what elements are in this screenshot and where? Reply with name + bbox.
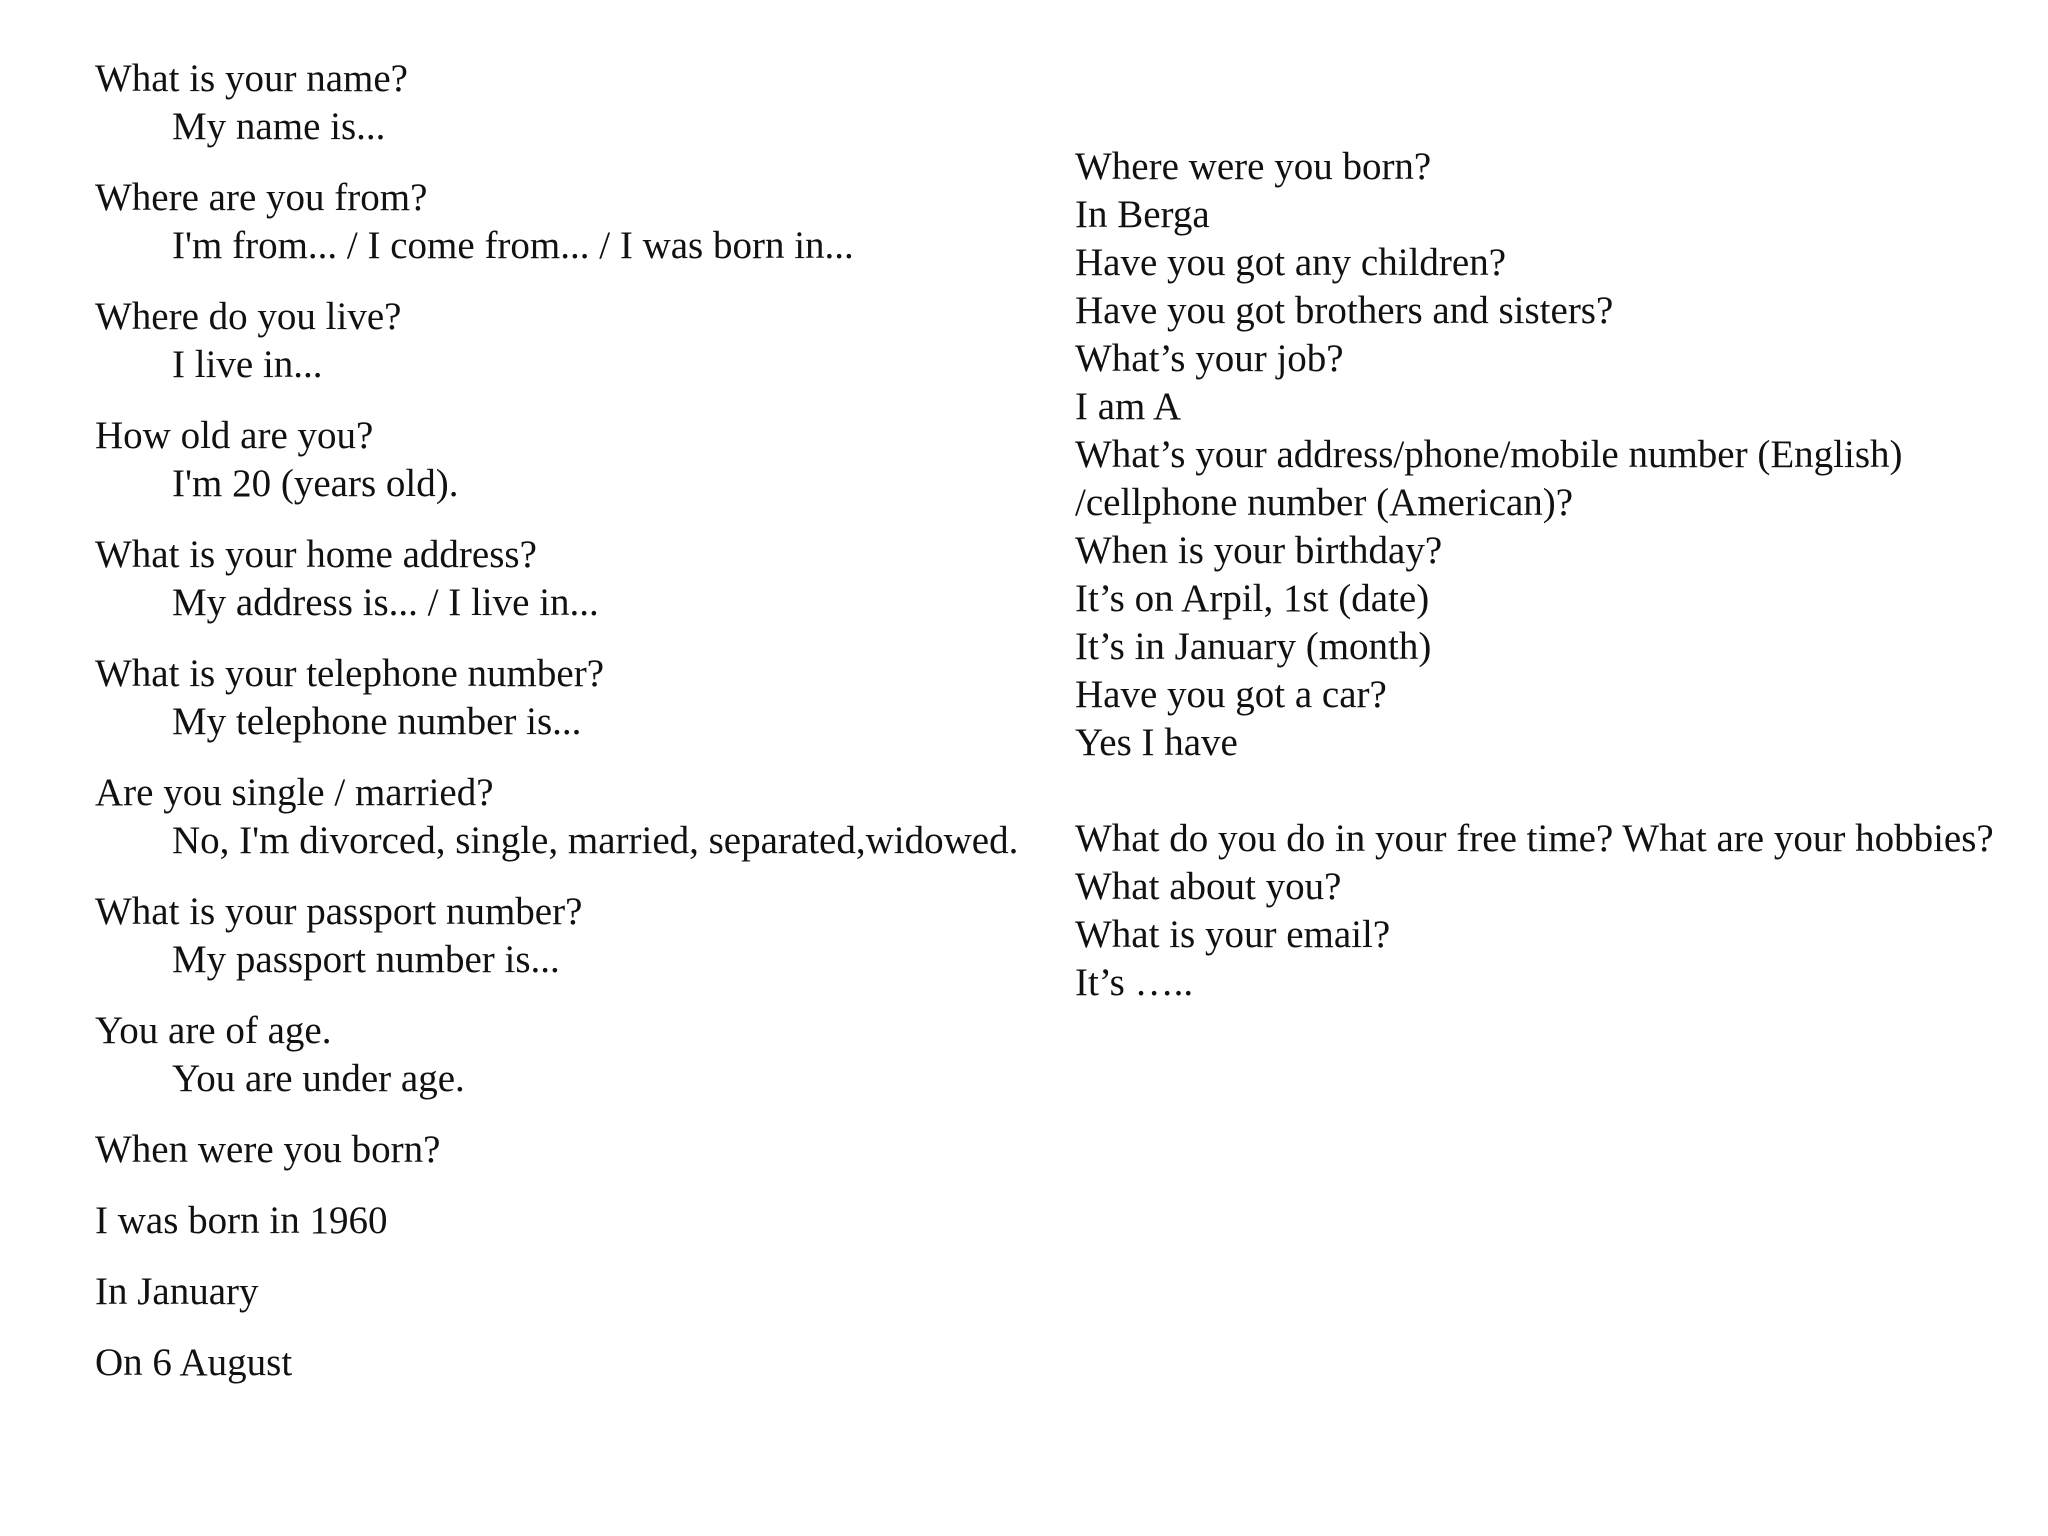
answer-text: You are under age. — [172, 1057, 465, 1100]
single-line-item — [95, 1339, 1055, 1387]
answer-text: I was born in 1960 — [95, 1199, 388, 1242]
qa-age — [95, 412, 1055, 508]
text-line: Have you got a car? — [1075, 673, 1387, 716]
question-text: Where are you from? — [95, 176, 428, 219]
text-line: What’s your job? — [1075, 337, 1344, 380]
question-text: What is your passport number? — [95, 890, 583, 933]
question-text: Where do you live? — [95, 295, 402, 338]
qa-origin — [95, 174, 1055, 270]
text-line: Yes I have — [1075, 721, 1238, 764]
question-text: What is your telephone number? — [95, 652, 604, 695]
answer-text: I'm from... / I come from... / I was born in... — [172, 224, 854, 267]
text-line: What about you? — [1075, 865, 1342, 908]
answer-text: No, I'm divorced, single, married, separated,widowed. — [172, 819, 1019, 862]
text-line: Have you got brothers and sisters? — [1075, 289, 1614, 332]
qa-name — [95, 55, 1055, 151]
qa-telephone — [95, 650, 1055, 746]
qa-passport — [95, 888, 1055, 984]
answer-text: I'm 20 (years old). — [172, 462, 459, 505]
qa-age-status — [95, 1007, 1055, 1103]
question-text: When were you born? — [95, 1128, 441, 1171]
text-line: It’s ….. — [1075, 961, 1194, 1004]
text-line: What is your email? — [1075, 913, 1391, 956]
text-line: What do you do in your free time? What are your hobbies? — [1075, 817, 1994, 860]
text-line: Have you got any children? — [1075, 241, 1507, 284]
answer-text: In January — [95, 1270, 259, 1313]
blank-line — [1075, 767, 2045, 815]
text-line: It’s on Arpil, 1st (date) — [1075, 577, 1430, 620]
qa-residence — [95, 293, 1055, 389]
answer-text: My telephone number is... — [172, 700, 582, 743]
question-text: What is your name? — [95, 57, 408, 100]
text-line: In Berga — [1075, 193, 1210, 236]
text-line: It’s in January (month) — [1075, 625, 1432, 668]
answer-text: My name is... — [172, 105, 386, 148]
single-line-item — [95, 1126, 1055, 1174]
question-text: Are you single / married? — [95, 771, 494, 814]
text-line: I am A — [1075, 385, 1182, 428]
answer-text: On 6 August — [95, 1341, 293, 1384]
text-line: /cellphone number (American)? — [1075, 481, 1574, 524]
question-text: What is your home address? — [95, 533, 537, 576]
answer-text: My address is... / I live in... — [172, 581, 599, 624]
text-line: What’s your address/phone/mobile number (English) — [1075, 433, 1903, 476]
question-text: You are of age. — [95, 1009, 332, 1052]
right-column — [1075, 143, 2045, 1007]
text-line: Where were you born? — [1075, 145, 1432, 188]
single-line-item — [95, 1197, 1055, 1245]
question-text: How old are you? — [95, 414, 374, 457]
left-column — [95, 55, 1055, 1410]
answer-text: My passport number is... — [172, 938, 560, 981]
single-line-item — [95, 1268, 1055, 1316]
qa-home-address — [95, 531, 1055, 627]
answer-text: I live in... — [172, 343, 323, 386]
text-line: When is your birthday? — [1075, 529, 1443, 572]
qa-marital-status — [95, 769, 1055, 865]
